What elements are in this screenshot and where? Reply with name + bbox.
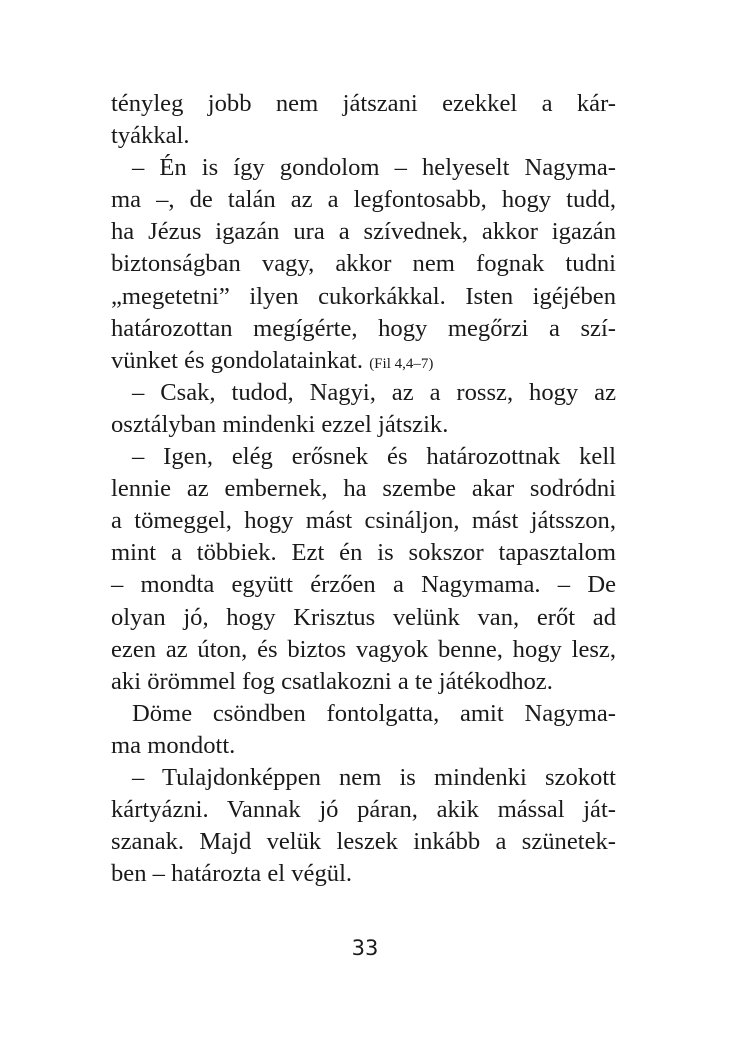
text-line: „megetetni” ilyen cukorkákkal. Isten igéjében <box>111 282 616 310</box>
text-line: osztályban mindenki ezzel játszik. <box>111 410 449 438</box>
text-line: határozottan megígérte, hogy megőrzi a szí- <box>111 314 616 342</box>
text-line: ben – határozta el végül. <box>111 860 353 888</box>
text-line: tényleg jobb nem játszani ezekkel a kár- <box>111 90 616 117</box>
text-line: ezen az úton, és biztos vagyok benne, hogy lesz, <box>111 635 616 663</box>
text-line: ma mondott. <box>111 731 236 759</box>
text-line: olyan jó, hogy Krisztus velünk van, erőt ad <box>111 603 616 631</box>
text-line: mint a többiek. Ezt én is sokszor tapasztalom <box>111 539 616 567</box>
text-line: aki örömmel fog csatlakozni a te játékodhoz. <box>111 667 553 695</box>
text-line: – Csak, tudod, Nagyi, az a rossz, hogy az <box>132 378 616 406</box>
text-line-main: vünket és gondolatainkat. <box>111 346 364 374</box>
text-line: biztonságban vagy, akkor nem fognak tudni <box>111 250 616 278</box>
text-line: kártyázni. Vannak jó páran, akik mással ját- <box>111 796 616 824</box>
text-line: tyákkal. <box>111 122 190 150</box>
text-line: – mondta együtt érzően a Nagymama. – De <box>111 571 616 599</box>
text-line: – Én is így gondolom – helyeselt Nagyma- <box>132 154 616 182</box>
text-line: a tömeggel, hogy mást csináljon, mást játsszon, <box>111 507 616 535</box>
text-line: – Igen, elég erősnek és határozottnak kell <box>132 443 616 471</box>
text-line: Döme csöndben fontolgatta, amit Nagyma- <box>132 699 616 727</box>
text-line: – Tulajdonképpen nem is mindenki szokott <box>132 763 616 791</box>
bible-reference: (Fil 4,4–7) <box>369 355 434 372</box>
page-body <box>111 88 616 890</box>
text-line: lennie az embernek, ha szembe akar sodródni <box>111 475 616 503</box>
page-number: 33 <box>351 936 379 960</box>
text-line: ha Jézus igazán ura a szívednek, akkor igazán <box>111 218 616 246</box>
text-line: ma –, de talán az a legfontosabb, hogy tudd, <box>111 186 616 214</box>
text-line <box>111 345 616 377</box>
text-line: szanak. Majd velük leszek inkább a szünetek- <box>111 828 616 856</box>
